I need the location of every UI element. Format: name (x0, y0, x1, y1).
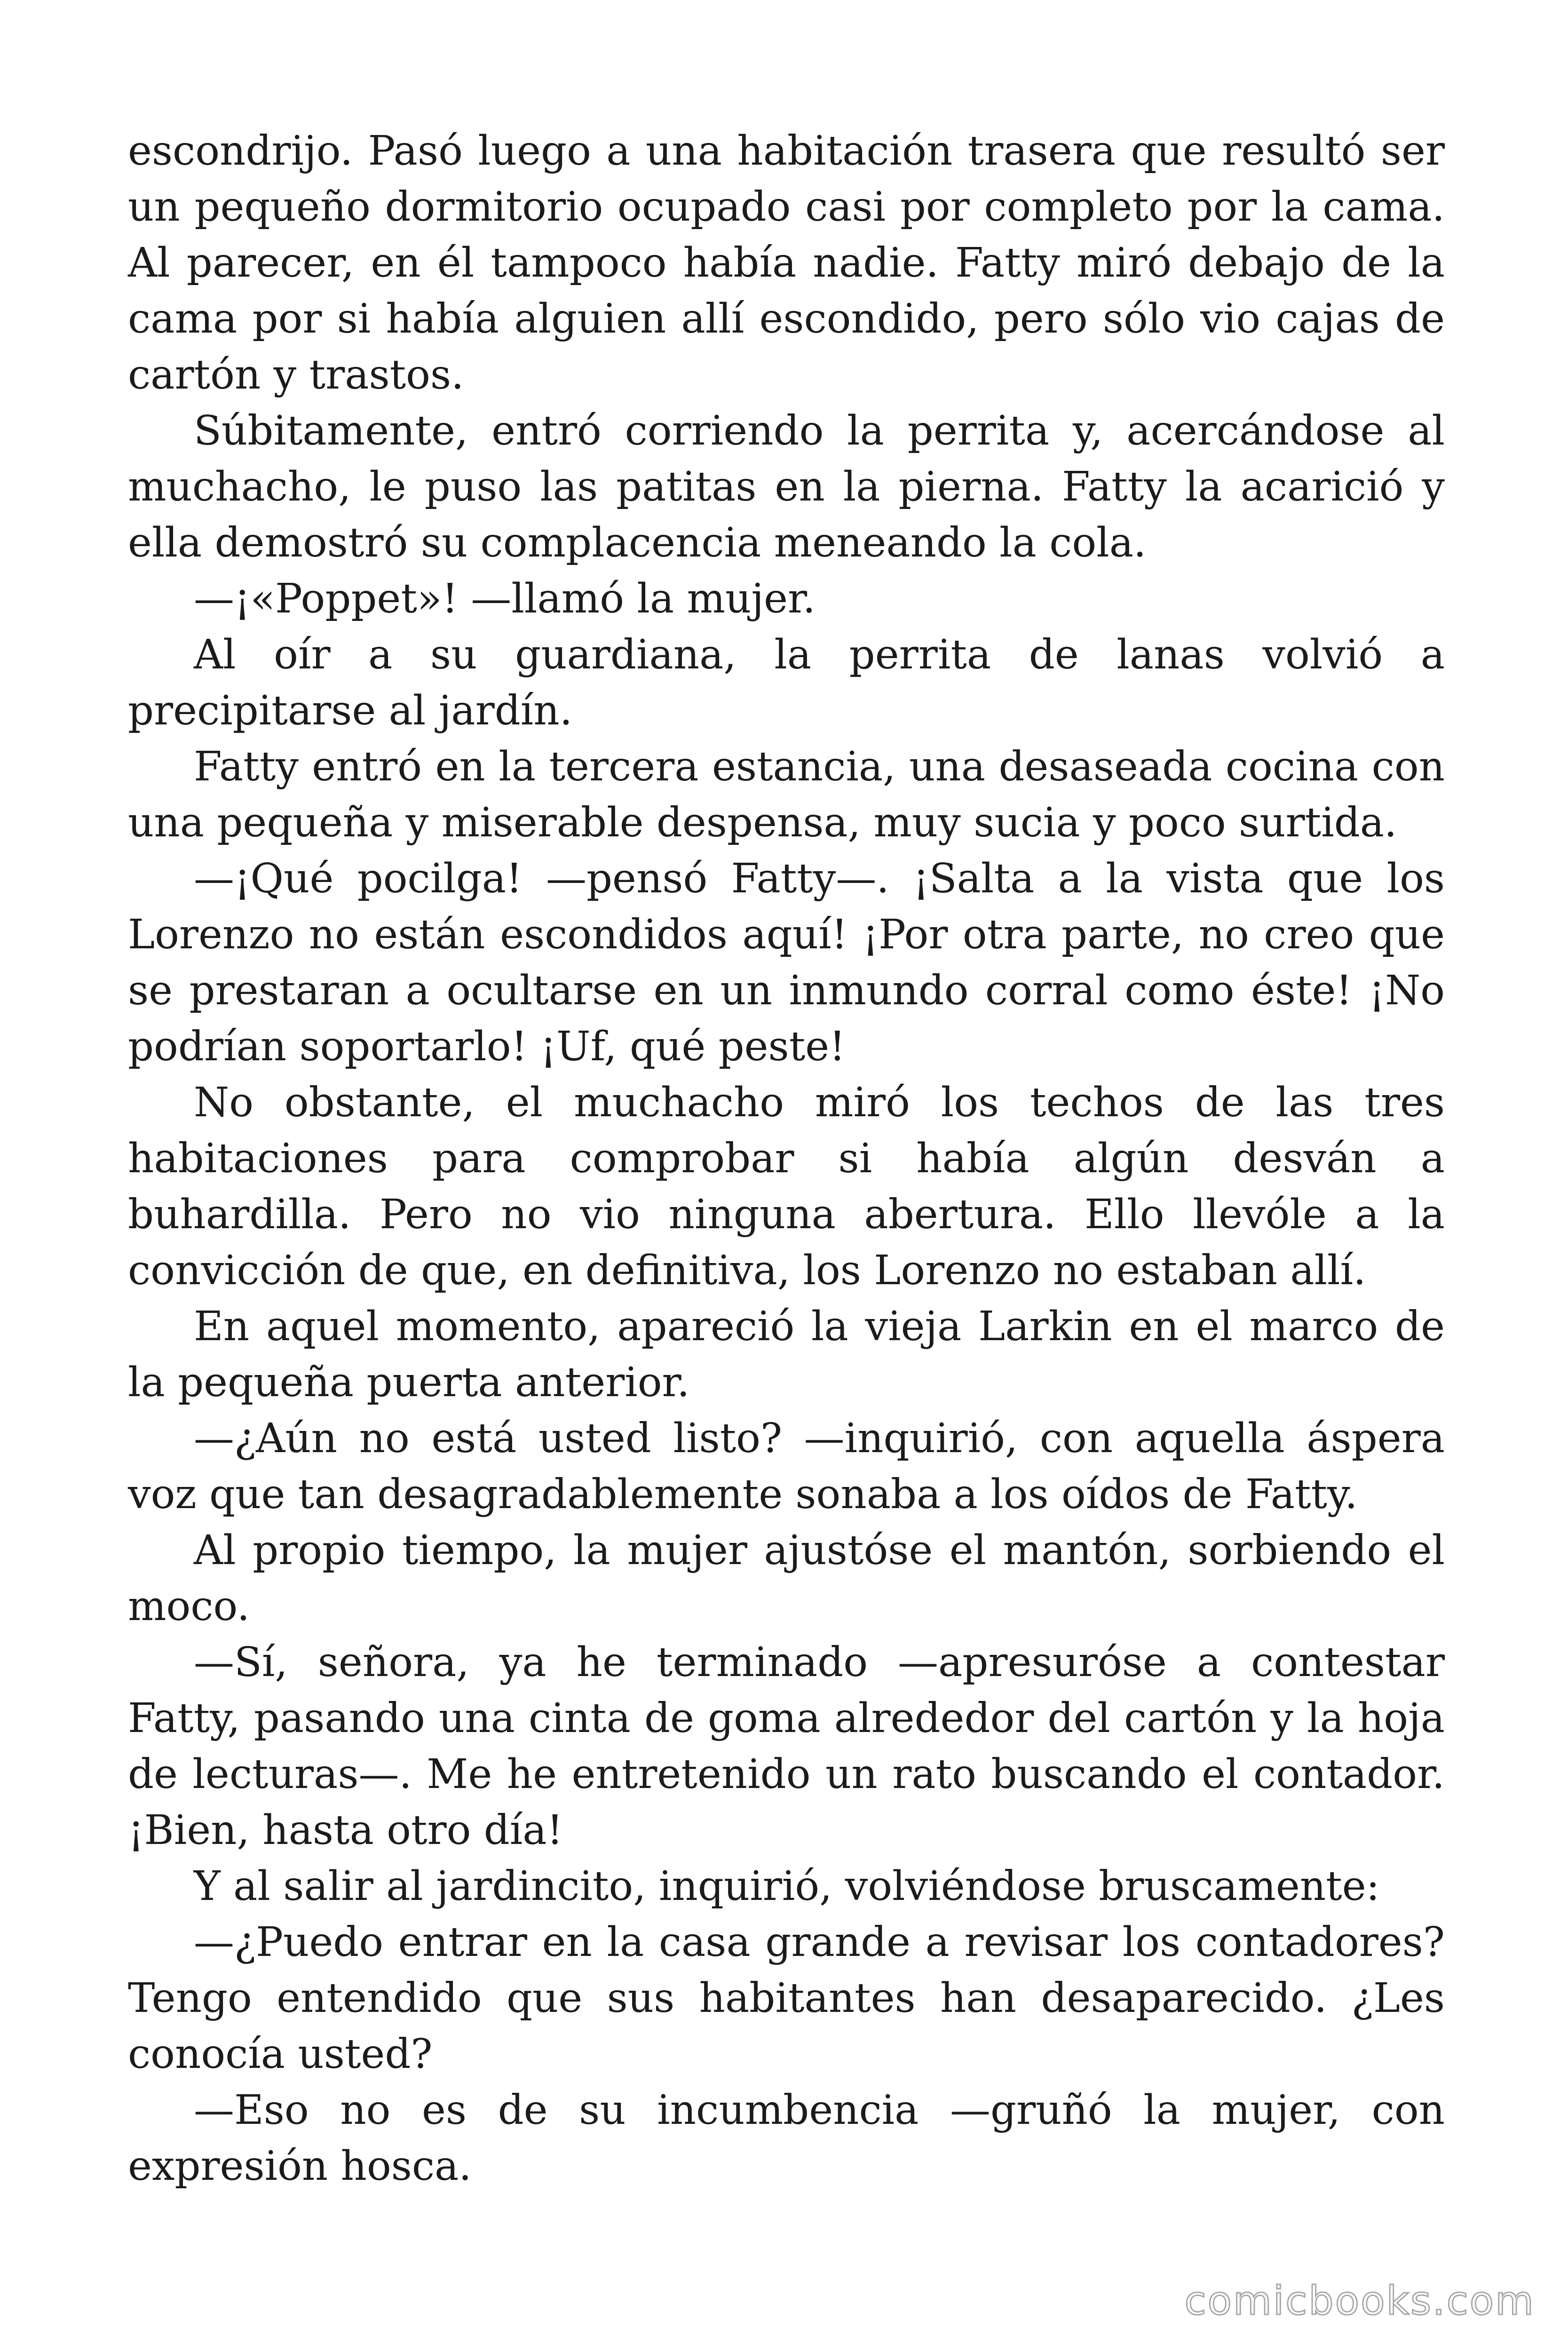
paragraph-3: —¡«Poppet»! —llamó la mujer. (194, 575, 816, 622)
paragraph-8: En aquel momento, apareció la vieja Larkin en el marco de la pequeña puerta anterior. (128, 1303, 1445, 1406)
paragraph-12: Y al salir al jardincito, inquirió, volviéndose bruscamente: (194, 1863, 1380, 1910)
paragraph-14: —Eso no es de su incumbencia —gruñó la mujer, con expresión hosca. (128, 2087, 1445, 2190)
paragraph-13: —¿Puedo entrar en la casa grande a revisar los contadores? Tengo entendido que sus habitantes han desaparecido. ¿Les conocía usted? (128, 1919, 1445, 2078)
watermark-logo: comicbooks.com (1184, 2278, 1535, 2324)
paragraph-4: Al oír a su guardiana, la perrita de lanas volvió a precipitarse al jardín. (128, 631, 1445, 734)
paragraph-1: escondrijo. Pasó luego a una habitación trasera que resultó ser un pequeño dormitorio ocupado casi por completo por la cama. Al parecer, en él tampoco había nadie. Fatty miró debajo de la cama por si había alguien allí escondido, pero sólo vio cajas de cartón y trastos. (128, 127, 1445, 398)
paragraph-10: Al propio tiempo, la mujer ajustóse el mantón, sorbiendo el moco. (128, 1527, 1445, 1630)
paragraph-7: No obstante, el muchacho miró los techos de las tres habitaciones para comprobar si había algún desván a buhardilla. Pero no vio ninguna abertura. Ello llevóle a la convicción de que, en definitiva, los Lorenzo no estaban allí. (128, 1079, 1445, 1294)
book-page-text (128, 123, 1445, 2194)
paragraph-5: Fatty entró en la tercera estancia, una desaseada cocina con una pequeña y miserable despensa, muy sucia y poco surtida. (128, 743, 1445, 846)
paragraph-6: —¡Qué pocilga! —pensó Fatty—. ¡Salta a la vista que los Lorenzo no están escondidos aquí! ¡Por otra parte, no creo que se prestaran a ocultarse en un inmundo corral como éste! ¡No podrían soportarlo! ¡Uf, qué peste! (128, 855, 1445, 1070)
paragraph-2: Súbitamente, entró corriendo la perrita y, acercándose al muchacho, le puso las patitas en la pierna. Fatty la acarició y ella demostró su complacencia meneando la cola. (128, 407, 1445, 566)
paragraph-9: —¿Aún no está usted listo? —inquirió, con aquella áspera voz que tan desagradablemente sonaba a los oídos de Fatty. (128, 1415, 1445, 1518)
paragraph-11: —Sí, señora, ya he terminado —apresuróse a contestar Fatty, pasando una cinta de goma alrededor del cartón y la hoja de lecturas—. Me he entretenido un rato buscando el contador. ¡Bien, hasta otro día! (128, 1639, 1445, 1854)
